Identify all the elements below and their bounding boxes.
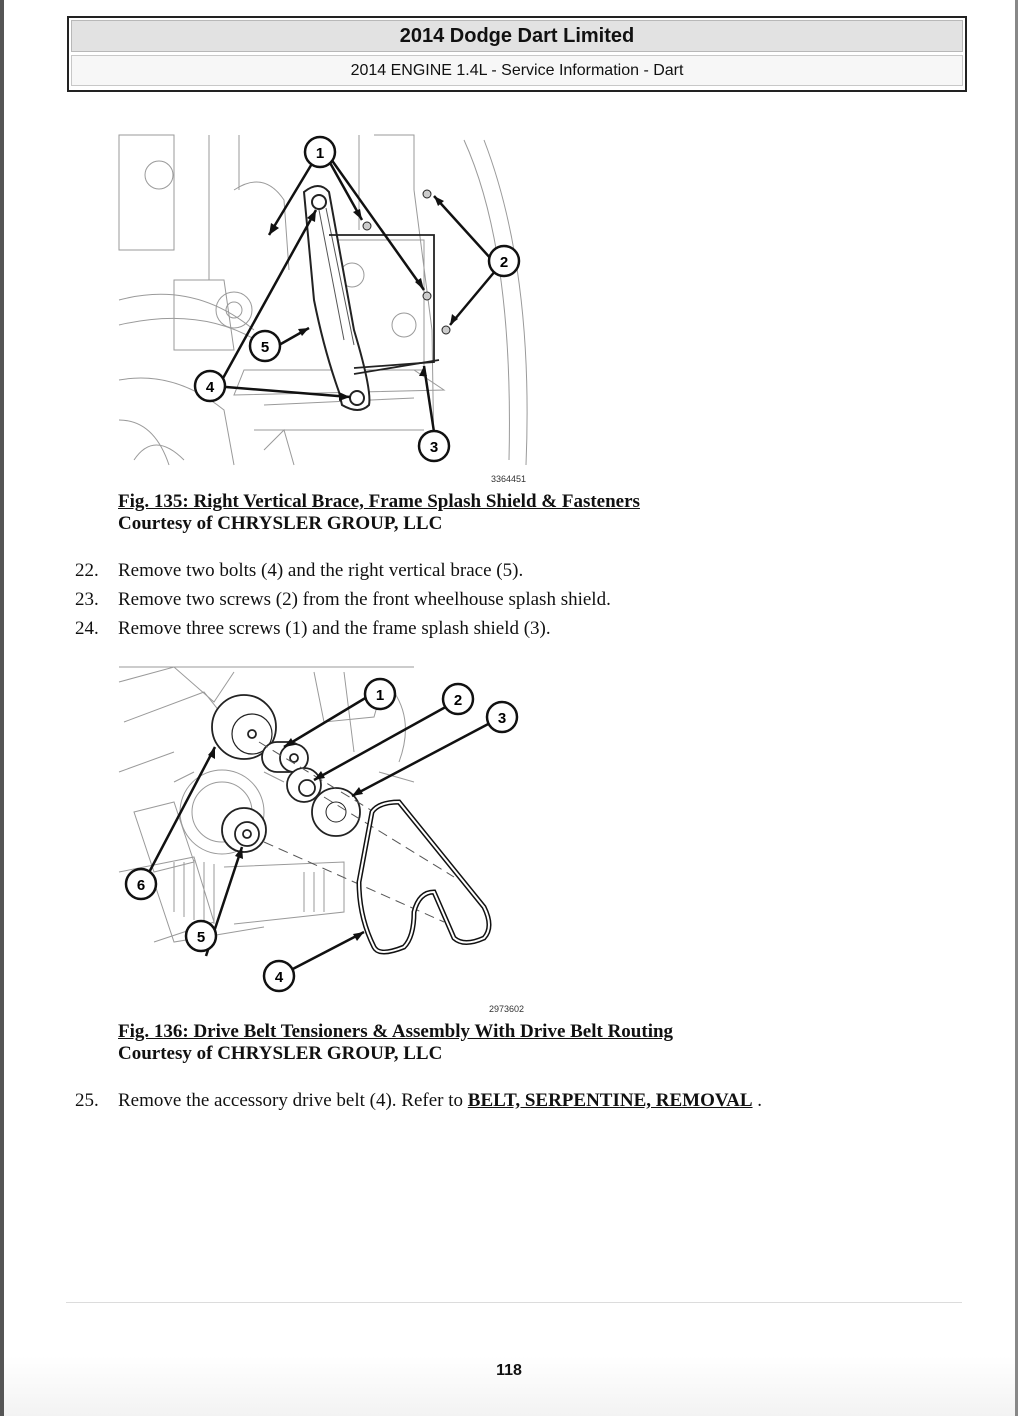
vehicle-title: 2014 Dodge Dart Limited (71, 20, 963, 52)
step-item (75, 1090, 762, 1119)
figure-135-illustration (114, 130, 544, 475)
step-number: 22. (75, 560, 99, 581)
brace-splash-shield-diagram (114, 130, 544, 475)
figure-135-caption (118, 491, 640, 535)
figure-credit: Courtesy of CHRYSLER GROUP, LLC (118, 1043, 443, 1064)
procedure-steps (75, 560, 611, 647)
step-item (75, 560, 611, 589)
step-text: Remove two screws (2) from the front wheelhouse splash shield. (118, 589, 611, 610)
figure-image-id: 3364451 (491, 474, 527, 484)
callout-1: 1 (375, 687, 385, 704)
callout-2: 2 (453, 692, 463, 709)
drive-belt-routing-diagram (114, 662, 544, 1002)
figure-136-illustration (114, 662, 544, 1002)
callout-5: 5 (260, 339, 270, 356)
callout-2: 2 (499, 254, 509, 271)
figure-credit: Courtesy of CHRYSLER GROUP, LLC (118, 513, 443, 534)
page-edge (0, 0, 4, 1416)
document-header (67, 16, 967, 92)
section-subtitle: 2014 ENGINE 1.4L - Service Information - Dart (71, 55, 963, 86)
step-number: 25. (75, 1090, 99, 1111)
callout-3: 3 (429, 439, 439, 456)
page-number: 118 (496, 1362, 522, 1379)
callout-6: 6 (136, 877, 146, 894)
figure-title: Fig. 136: Drive Belt Tensioners & Assembly With Drive Belt Routing (118, 1021, 674, 1042)
figure-title: Fig. 135: Right Vertical Brace, Frame Splash Shield & Fasteners (118, 491, 640, 512)
step-text: Remove three screws (1) and the frame splash shield (3). (118, 618, 551, 639)
callout-4: 4 (274, 969, 284, 986)
callout-1: 1 (315, 145, 325, 162)
procedure-steps (75, 1090, 762, 1119)
callout-5: 5 (196, 929, 206, 946)
callout-3: 3 (497, 710, 507, 727)
step-text: Remove two bolts (4) and the right vertical brace (5). (118, 560, 524, 581)
step-suffix: . (752, 1090, 763, 1111)
step-number: 23. (75, 589, 99, 610)
figure-image-id: 2973602 (489, 1004, 525, 1014)
callout-4: 4 (205, 379, 215, 396)
belt-serpentine-removal-link[interactable]: BELT, SERPENTINE, REMOVAL (467, 1090, 753, 1111)
figure-136-caption (118, 1021, 673, 1065)
footer-divider (66, 1302, 962, 1303)
step-item (75, 618, 611, 647)
step-text: Remove the accessory drive belt (4). Refer to (118, 1090, 464, 1111)
step-number: 24. (75, 618, 99, 639)
step-item (75, 589, 611, 618)
